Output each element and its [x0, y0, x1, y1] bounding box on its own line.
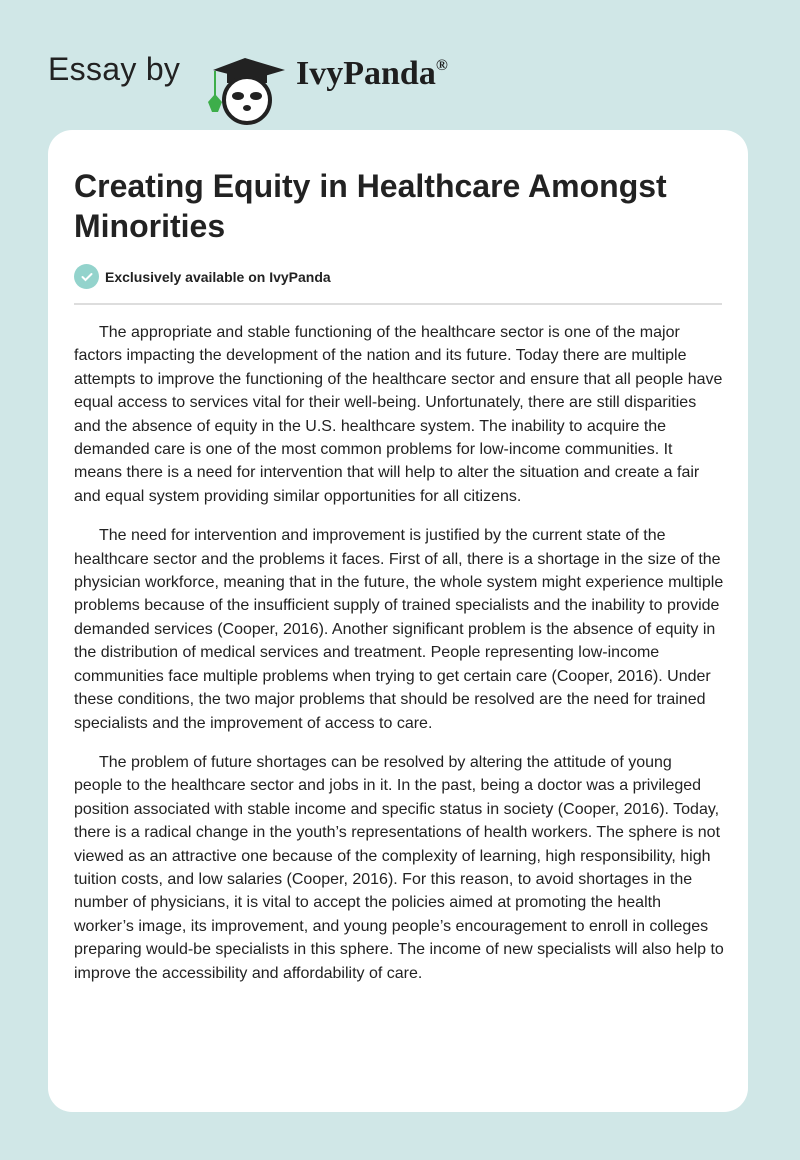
site-header [0, 20, 800, 130]
exclusive-badge [74, 264, 331, 289]
registered-mark: ® [435, 57, 448, 74]
paragraph: The appropriate and stable functioning of the healthcare sector is one of the major factors impacting the development of the nation and its future. Today there are multiple attempts to improve the functioning of the healthcare sector and ensure that all people have equal access to services vital for their well-being. Unfortunately, there are still disparities and the absence of equity in the U.S. healthcare system. The inability to acquire the demanded care is one of the most common problems for low-income communities. It means there is a need for intervention that will help to alter the situation and create a fair and equal system providing similar opportunities for all citizens. [74, 324, 723, 505]
essay-by-label: Essay by [48, 51, 181, 87]
brand-name: IvyPanda [296, 55, 436, 92]
badge-text: Exclusively available on IvyPanda [105, 268, 331, 285]
essay-title: Creating Equity in Healthcare Amongst Minorities [74, 168, 667, 244]
essay-body [74, 321, 724, 1001]
paragraph: The need for intervention and improvement is justified by the current state of the healthcare sector and the problems it faces. First of all, there is a shortage in the size of the physician workforce, meaning that in the future, the whole system might experience multiple problems because of the insufficient supply of trained specialists and the inability to provide demanded services (Cooper, 2016). Another significant problem is the absence of equity in the distribution of medical services and treatment. People representing low-income communities face multiple problems when trying to get certain care (Cooper, 2016). Under these conditions, the two major problems that should be resolved are the need for trained specialists and the improvement of access to care. [74, 527, 724, 732]
essay-card [48, 130, 748, 1112]
panda-logo-icon[interactable] [203, 56, 289, 126]
check-icon [74, 264, 99, 289]
divider [74, 303, 722, 305]
paragraph: The problem of future shortages can be resolved by altering the attitude of young people to the healthcare sector and jobs in it. In the past, being a doctor was a privileged position associated with stable income and specific status in society (Cooper, 2016). Today, there is a radical change in the youth’s representations of health workers. The sphere is not viewed as an attractive one because of the complexity of learning, high responsibility, high tuition costs, and low salaries (Cooper, 2016). For this reason, to avoid shortages in the number of physicians, it is vital to accept the policies aimed at promoting the health worker’s image, its improvement, and young people’s encouragement to enroll in colleges preparing would-be specialists in this sphere. The income of new specialists will also help to improve the accessibility and affordability of care. [74, 753, 724, 982]
brand-logo[interactable] [296, 55, 448, 93]
